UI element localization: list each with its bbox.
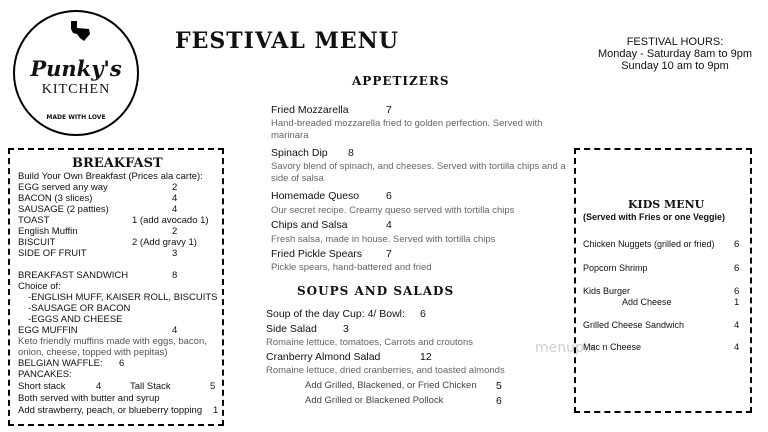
build-your-own: Build Your Own Breakfast (Prices ala carte): [18, 171, 203, 182]
menu-item-price: 6 [734, 286, 740, 297]
menu-item: EGG MUFFIN [18, 325, 78, 336]
menu-item-price: 5 [496, 380, 502, 392]
hours-line-1: Monday - Saturday 8am to 9pm [597, 48, 753, 60]
menu-item: Add strawberry, peach, or blueberry topping [18, 405, 203, 416]
menu-item-price: 4 [386, 219, 392, 231]
item-description: Savory blend of spinach, and cheeses. Served with tortilla chips and a side of salsa [271, 161, 566, 184]
item-description: Keto friendly muffins made with eggs, bacon, [18, 336, 207, 347]
texas-state-icon [67, 20, 91, 42]
menu-item: BISCUIT [18, 237, 56, 248]
pancakes-label: PANCAKES: [18, 369, 72, 380]
item-description: Hand-breaded mozzarella fried to golden perfection. Served with marinara [271, 118, 543, 141]
choice-option: -EGGS AND CHEESE [28, 314, 123, 325]
menu-item: Fried Mozzarella [271, 104, 349, 116]
festival-hours [582, 36, 768, 72]
menu-item-price: 3 [172, 248, 178, 259]
menu-item-price: 7 [386, 248, 392, 260]
menu-item: Kids Burger [583, 286, 631, 296]
logo-sub: KITCHEN [41, 82, 111, 97]
item-description: Fresh salsa, made in house. Served with tortilla chips [271, 234, 496, 245]
menu-item: BREAKFAST SANDWICH [18, 270, 129, 281]
menu-item-price: 2 [172, 182, 178, 193]
menu-item: Chips and Salsa [271, 219, 348, 231]
menu-item-price: 4 [172, 193, 178, 204]
menu-item-price: 2 [172, 226, 178, 237]
menu-item: Fried Pickle Spears [271, 248, 363, 260]
menu-item: Short stack [18, 381, 66, 392]
menu-item: Homemade Queso [271, 190, 360, 202]
menu-item-price: 8 [172, 270, 178, 281]
item-description: Romaine lettuce, tomatoes, Carrots and croutons [266, 337, 473, 348]
breakfast-heading: BREAKFAST [72, 156, 163, 171]
menu-item-price: 5 [210, 381, 216, 392]
menu-item: SIDE OF FRUIT [18, 248, 87, 259]
choice-option: -SAUSAGE OR BACON [28, 303, 131, 314]
menu-item-price: 6 [734, 263, 740, 274]
menu-item-price: 6 [496, 395, 502, 407]
choice-label: Choice of: [18, 281, 61, 292]
menu-item-price: 12 [420, 351, 432, 363]
logo-brand: Punky's [30, 56, 122, 81]
menu-item-price: 3 [343, 323, 349, 335]
menu-item-price: 1 [734, 297, 740, 308]
watermark: menupix [535, 340, 597, 356]
menu-item-price: 4 [172, 325, 178, 336]
menu-item: English Muffin [18, 226, 78, 237]
hours-line-2: Sunday 10 am to 9pm [621, 60, 729, 72]
menu-item-price: 1 [213, 405, 219, 416]
menu-item: SAUSAGE (2 patties) [18, 204, 109, 215]
menu-item: Soup of the day Cup: 4/ Bowl: [266, 308, 405, 320]
page-title: FESTIVAL MENU [175, 28, 399, 54]
menu-item: Tall Stack [130, 381, 171, 392]
menu-item: Mac n Cheese [583, 342, 642, 352]
item-description: onion, cheese, topped with pepitas) [18, 347, 168, 358]
menu-item: Side Salad [266, 323, 317, 335]
menu-item: Grilled Cheese Sandwich [583, 320, 685, 330]
menu-item: Add Cheese [622, 297, 672, 307]
item-description: Our secret recipe. Creamy queso served with tortilla chips [271, 205, 515, 216]
menu-item-price: 2 (Add gravy 1) [132, 237, 197, 248]
kids-menu-section [574, 148, 752, 413]
kids-subheading: (Served with Fries or one Veggie) [583, 212, 726, 222]
item-description: Romaine lettuce, dried cranberries, and toasted almonds [266, 365, 505, 376]
menu-item-price: 4 [96, 381, 102, 392]
hours-heading: FESTIVAL HOURS: [626, 36, 724, 48]
menu-item: Spinach Dip [271, 147, 328, 159]
menu-item-price: 6 [386, 190, 392, 202]
menu-item-price: 6 [734, 239, 740, 250]
item-description: Pickle spears, hand-battered and fried [271, 262, 432, 273]
menu-item-price: 7 [386, 104, 392, 116]
choice-option: -ENGLISH MUFF, KAISER ROLL, BISCUITS [28, 292, 218, 303]
item-description: Both served with butter and syrup [18, 393, 160, 404]
menu-item-price: 4 [734, 342, 740, 353]
menu-item-price: 4 [172, 204, 178, 215]
menu-item-price: 6 [119, 358, 125, 369]
menu-item: Cranberry Almond Salad [266, 351, 381, 363]
menu-item: EGG served any way [18, 182, 108, 193]
appetizers-heading: APPETIZERS [352, 74, 450, 88]
menu-item-price: 1 (add avocado 1) [132, 215, 209, 226]
logo [13, 10, 139, 136]
menu-item: BACON (3 slices) [18, 193, 93, 204]
menu-item: Chicken Nuggets (grilled or fried) [583, 239, 715, 249]
menu-item: TOAST [18, 215, 50, 226]
menu-item: BELGIAN WAFFLE: [18, 358, 103, 369]
add-on-item: Add Grilled, Blackened, or Fried Chicken [305, 380, 477, 391]
menu-item-price: 6 [420, 308, 426, 320]
menu-item: Popcorn Shrimp [583, 263, 648, 273]
add-on-item: Add Grilled or Blackened Pollock [305, 395, 444, 406]
logo-tagline: MADE WITH LOVE [46, 114, 106, 121]
menu-item-price: 8 [348, 147, 354, 159]
soups-heading: SOUPS AND SALADS [297, 284, 455, 298]
kids-heading: KIDS MENU [628, 198, 705, 211]
menu-item-price: 4 [734, 320, 740, 331]
